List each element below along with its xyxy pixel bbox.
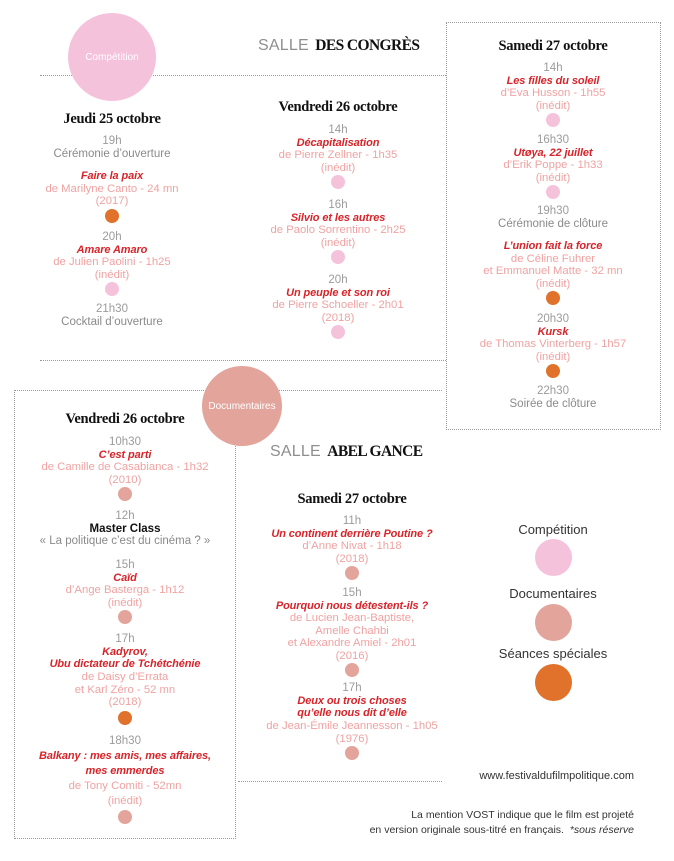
event-label: Cérémonie d’ouverture [53, 147, 171, 160]
footnote [370, 808, 634, 838]
film-title[interactable]: L’union fait la force [503, 240, 603, 252]
event-time: 22h30 [537, 385, 569, 397]
film-director: et Emmanuel Matte - 32 mn [483, 265, 623, 278]
category-dot-documentaires [345, 746, 359, 760]
event-item [14, 734, 236, 824]
event-item [447, 313, 659, 378]
film-title[interactable]: Un peuple et son roi [286, 286, 390, 299]
film-info: (inédit) [535, 171, 571, 184]
film-director: de Paolo Sorrentino - 2h25 [270, 224, 406, 237]
event-item [232, 682, 472, 760]
venue-name: ABEL GANCE [327, 443, 423, 460]
film-title[interactable]: Pourquoi nous détestent-ils ? [275, 599, 429, 612]
film-director: de Lucien Jean-Baptiste, [289, 612, 415, 625]
film-info: (1976) [335, 732, 369, 745]
event-time: 21h30 [96, 303, 128, 315]
film-director: d’Erik Poppe - 1h33 [503, 159, 603, 172]
film-info: (inédit) [535, 277, 571, 290]
film-title[interactable]: Kadyrov, [102, 645, 148, 658]
film-title[interactable]: Deux ou trois choses [297, 694, 407, 707]
event-item [232, 515, 472, 580]
film-info: (2018) [321, 311, 355, 324]
event-time: 10h30 [109, 436, 141, 448]
film-director: de Julien Paolini - 1h25 [53, 256, 171, 269]
event-label: Soirée de clôture [509, 397, 597, 410]
category-dot-documentaires [118, 810, 132, 824]
film-title[interactable]: Utøya, 22 juillet [513, 146, 593, 159]
event-time: 20h [328, 274, 348, 286]
event-time: 19h [102, 135, 122, 147]
event-time: 12h [115, 510, 135, 522]
divider-bottom [238, 781, 442, 782]
footnote-text: en version originale sous-titré en français. [369, 824, 564, 836]
documentaires-badge [202, 366, 282, 446]
film-title[interactable]: Ubu dictateur de Tchétchénie [49, 658, 201, 671]
day-heading: Vendredi 26 octobre [278, 99, 398, 115]
film-director: d’Eva Husson - 1h55 [500, 87, 606, 100]
category-dot-competition [105, 282, 119, 296]
day-heading: Vendredi 26 octobre [65, 411, 185, 427]
film-director: de Céline Fuhrer [510, 252, 596, 265]
event-time: 16h [328, 199, 348, 211]
event-label: « La politique c’est du cinéma ? » [39, 535, 211, 547]
event-item [232, 587, 472, 677]
category-dot-special [546, 364, 560, 378]
category-dot-special [105, 209, 119, 223]
event-time: 15h [115, 559, 135, 571]
film-title[interactable]: Balkany : mes amis, mes affaires, [39, 750, 211, 762]
film-title[interactable]: Faire la paix [80, 170, 144, 182]
day-heading: Samedi 27 octobre [297, 491, 407, 507]
film-info: (inédit) [94, 268, 130, 281]
day-heading: Samedi 27 octobre [498, 38, 608, 54]
film-director: de Jean-Émile Jeannesson - 1h05 [266, 720, 438, 733]
event-item [447, 62, 659, 127]
film-director: de Marilyne Canto - 24 mn [45, 182, 179, 195]
film-director: de Thomas Vinterberg - 1h57 [479, 338, 627, 351]
film-director: Amelle Chahbi [315, 624, 389, 637]
event-item [2, 231, 222, 296]
category-dot-competition [331, 325, 345, 339]
event-label: Cérémonie de clôture [498, 217, 608, 230]
event-time: 14h [328, 124, 348, 136]
event-item [14, 436, 236, 501]
film-title[interactable]: Un continent derrière Poutine ? [271, 527, 433, 540]
event-item [2, 170, 222, 223]
day-heading: Jeudi 25 octobre [63, 111, 161, 127]
film-title[interactable]: Les filles du soleil [506, 74, 600, 87]
venue-title-abel [270, 442, 422, 462]
film-title[interactable]: C’est parti [98, 448, 152, 461]
event-item [228, 274, 448, 339]
event-time: 17h [115, 633, 135, 645]
event-item [14, 510, 236, 548]
footnote-reserve: *sous réserve [569, 824, 634, 836]
event-item [14, 633, 236, 725]
event-time: 11h [342, 515, 362, 527]
venue-name: DES CONGRÈS [315, 37, 420, 54]
legend-dot-documentaires [535, 604, 572, 641]
film-info: (inédit) [535, 99, 571, 112]
legend-dot-competition [535, 539, 572, 576]
event-time: 19h30 [537, 205, 569, 217]
film-director: et Alexandre Amiel - 2h01 [287, 637, 417, 650]
event-label: Cocktail d’ouverture [61, 315, 163, 328]
film-title[interactable]: Caïd [113, 571, 137, 584]
film-director: de Camille de Casabianca - 1h32 [41, 461, 209, 474]
footnote-line: La mention VOST indique que le film est projeté [411, 809, 634, 821]
film-director: de Tony Comiti - 52mn [68, 780, 182, 792]
master-class-heading: Master Class [89, 522, 161, 535]
category-dot-special [118, 711, 132, 725]
event-time: 14h [543, 62, 563, 74]
legend-label-competition: Compétition [518, 522, 588, 537]
competition-badge-label: Compétition [85, 51, 139, 63]
film-info: (2016) [335, 649, 369, 662]
film-info: (2018) [335, 552, 369, 565]
event-time: 17h [342, 682, 362, 694]
category-dot-competition [546, 113, 560, 127]
film-title[interactable]: qu’elle nous dit d’elle [297, 707, 407, 720]
event-time: 16h30 [537, 134, 569, 146]
venue-title-congres [258, 36, 419, 56]
category-dot-special [546, 291, 560, 305]
film-info: (2017) [95, 195, 129, 208]
category-dot-documentaires [118, 487, 132, 501]
legend-label-documentaires: Documentaires [509, 586, 597, 601]
film-info: (2018) [108, 695, 142, 708]
film-director: de Pierre Zellner - 1h35 [278, 149, 398, 162]
category-dot-documentaires [345, 566, 359, 580]
competition-badge [68, 13, 156, 101]
film-info: (inédit) [320, 236, 356, 249]
film-director: d’Ange Basterga - 1h12 [65, 584, 185, 597]
category-dot-competition [331, 250, 345, 264]
film-director: d’Anne Nivat - 1h18 [302, 540, 402, 553]
venue-prefix: SALLE [270, 443, 321, 460]
legend-dot-special [535, 664, 572, 701]
event-item [2, 303, 222, 328]
event-item [447, 240, 659, 305]
footnote-line-2 [370, 823, 634, 838]
film-info: (inédit) [320, 161, 356, 174]
category-dot-documentaires [118, 610, 132, 624]
event-time: 20h30 [537, 313, 569, 325]
legend-label-special: Séances spéciales [498, 646, 608, 661]
documentaires-badge-label: Documentaires [208, 400, 276, 412]
film-title[interactable]: mes emmerdes [85, 765, 165, 777]
film-title[interactable]: Silvio et les autres [290, 211, 386, 224]
venue-prefix: SALLE [258, 37, 309, 54]
film-info: (inédit) [107, 596, 143, 609]
film-info: (inédit) [535, 350, 571, 363]
event-time: 15h [342, 587, 362, 599]
event-item [228, 124, 448, 189]
film-title[interactable]: Kursk [537, 325, 569, 338]
film-title[interactable]: Décapitalisation [296, 136, 380, 149]
event-item [447, 205, 659, 230]
event-time: 20h [102, 231, 122, 243]
category-dot-competition [546, 185, 560, 199]
category-dot-competition [331, 175, 345, 189]
festival-website-link[interactable]: www.festivaldufilmpolitique.com [479, 770, 634, 782]
event-item [2, 135, 222, 160]
divider-middle [40, 360, 446, 361]
film-director: de Daisy d’Errata [81, 671, 169, 684]
film-info: (inédit) [107, 795, 143, 807]
film-director: de Pierre Schoeller - 2h01 [272, 299, 404, 312]
category-dot-documentaires [345, 663, 359, 677]
film-director: et Karl Zéro - 52 mn [74, 683, 176, 696]
film-title[interactable]: Amare Amaro [76, 243, 148, 256]
event-item [447, 385, 659, 410]
event-item [447, 134, 659, 199]
event-time: 18h30 [109, 735, 141, 747]
event-item [14, 559, 236, 624]
event-item [228, 199, 448, 264]
film-info: (2010) [108, 473, 142, 486]
